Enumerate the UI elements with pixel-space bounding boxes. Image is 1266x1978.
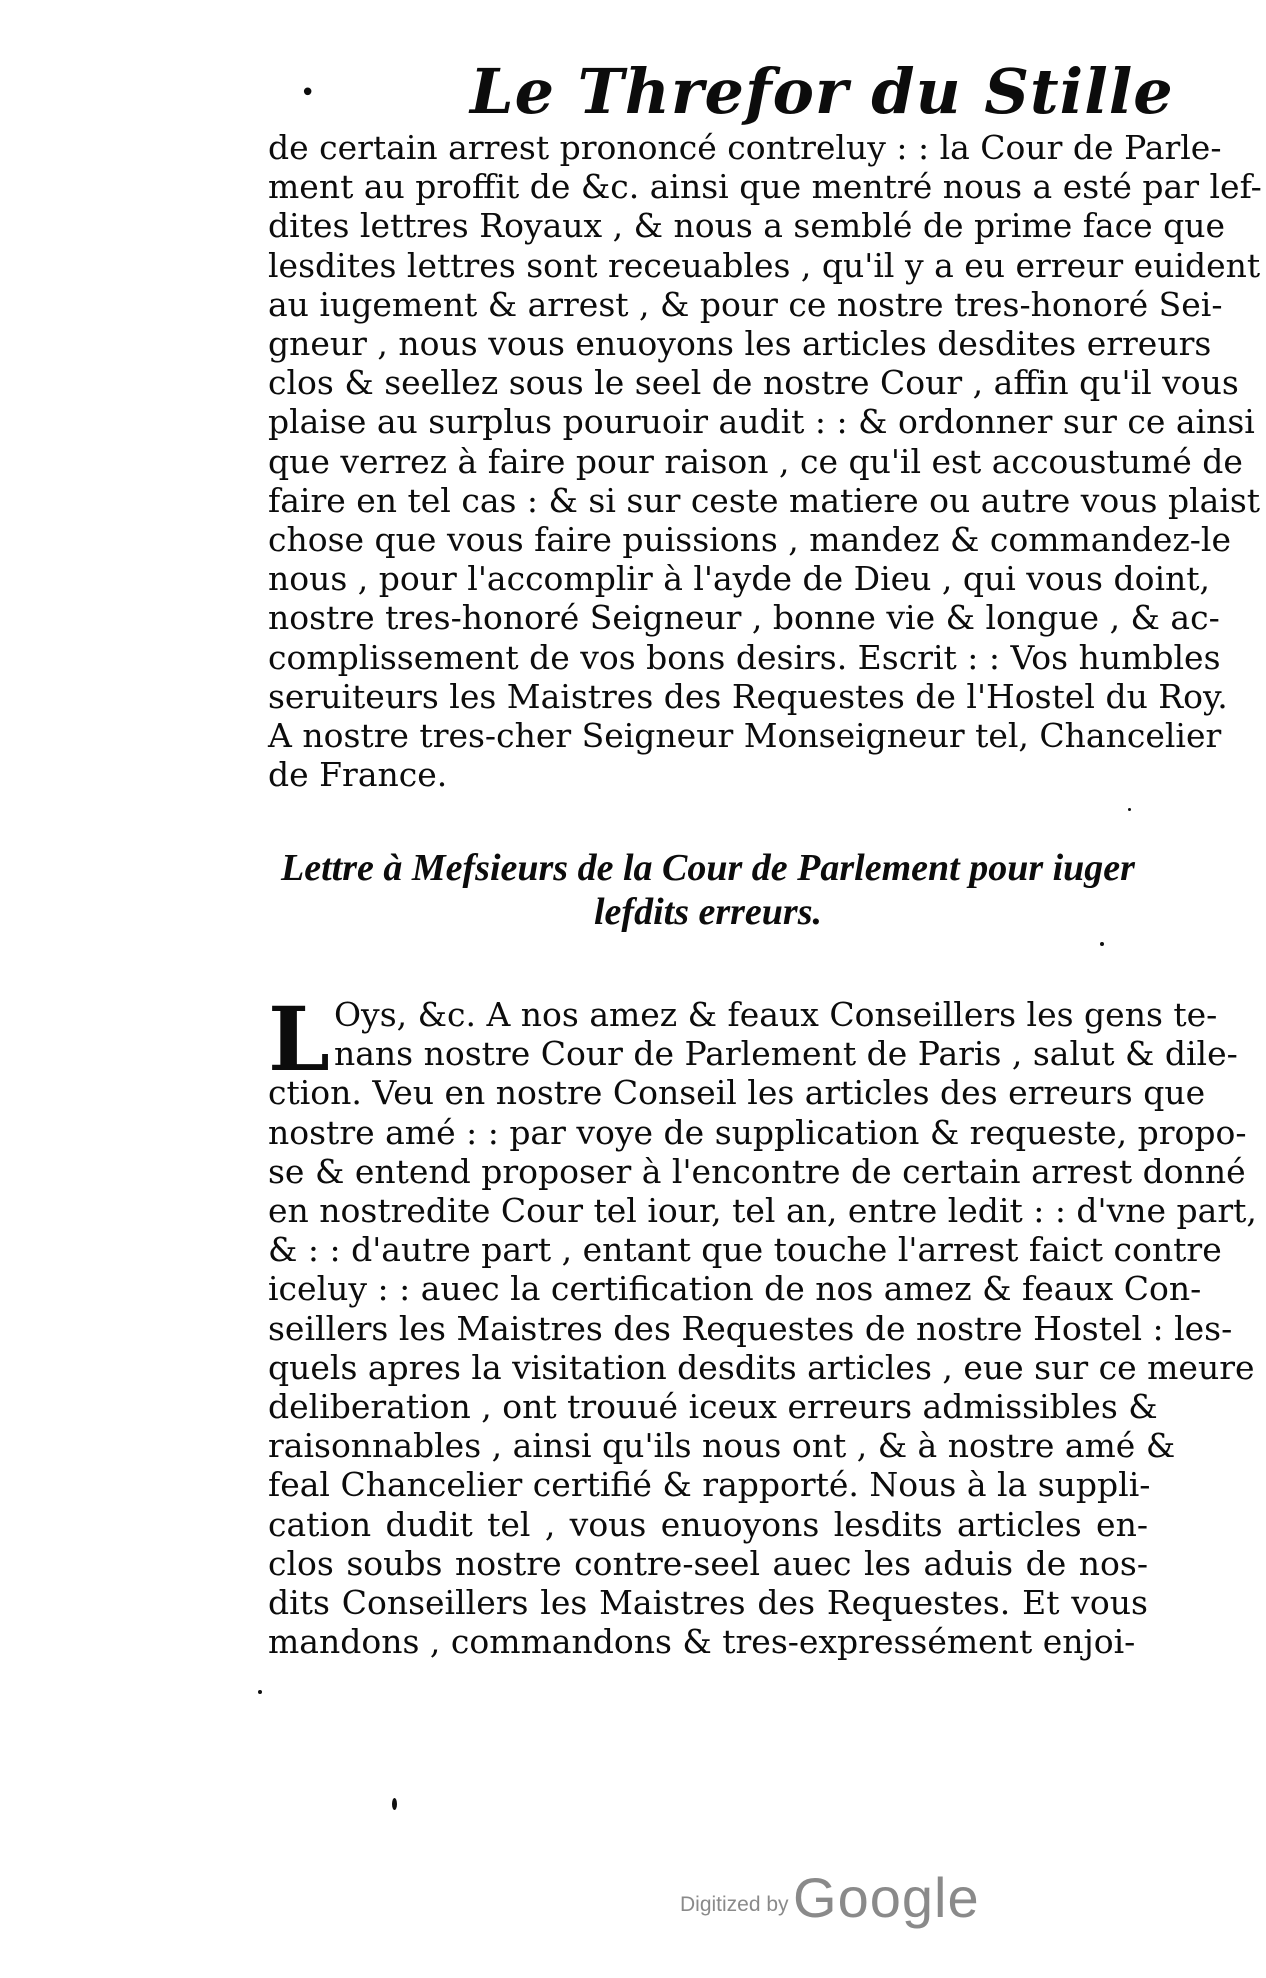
text-line: faire en tel cas : & si sur ceste matiere ou autre vous plaist: [268, 480, 1261, 520]
text-line: deliberation , ont trouué iceux erreurs admissibles &: [268, 1387, 1158, 1427]
drop-cap: L: [268, 987, 330, 1091]
text-line: plaise au surplus pouruoir audit : : & ordonner sur ce ainsi: [268, 402, 1255, 442]
text-line: dits Conseillers les Maistres des Requestes. Et vous: [268, 1583, 1148, 1623]
text-line: de certain arrest prononcé contreluy : : la Cour de Parle-: [268, 128, 1222, 167]
text-line: gneur , nous vous enuoyons les articles desdites erreurs: [268, 324, 1212, 364]
google-logo: Google: [793, 1866, 980, 1929]
text-line: se & entend proposer à l'encontre de certain arrest donné: [268, 1151, 1246, 1191]
text-line: nous , pour l'accomplir à l'ayde de Dieu , qui vous doint,: [268, 559, 1211, 599]
text-line: nostre tres-honoré Seigneur , bonne vie & longue , & ac-: [268, 598, 1220, 638]
text-line: au iugement & arrest , & pour ce nostre tres-honoré Sei-: [268, 284, 1223, 324]
text-line: clos & seellez sous le seel de nostre Cour , affin qu'il vous: [268, 363, 1239, 403]
text-line: nans nostre Cour de Parlement de Paris , salut & dile-: [334, 1034, 1238, 1074]
text-line: lesdites lettres sont receuables , qu'il y a eu erreur euident: [268, 245, 1261, 285]
text-line: raisonnables , ainsi qu'ils nous ont , & à nostre amé &: [268, 1426, 1176, 1466]
text-line: de France.: [268, 755, 448, 795]
section-heading: [268, 846, 1148, 934]
heading-line: lefdits erreurs.: [594, 891, 822, 933]
ink-speck: [1100, 942, 1104, 946]
text-line: quels apres la visitation desdits articles , eue sur ce meure: [268, 1347, 1255, 1387]
text-line: seillers les Maistres des Requestes de nostre Hostel : les-: [268, 1308, 1233, 1348]
text-line: chose que vous faire puissions , mandez & commandez-le: [268, 520, 1232, 560]
text-line: complissement de vos bons desirs. Escrit : : Vos humbles: [268, 637, 1221, 677]
lettre-text: [268, 987, 1257, 1662]
running-head: Le Threfor du Stille: [470, 55, 1174, 128]
text-line: cation dudit tel , vous enuoyons lesdits articles en-: [268, 1504, 1148, 1544]
text-line: en nostredite Cour tel iour, tel an, entre ledit : : d'vne part,: [268, 1191, 1257, 1231]
text-line: dites lettres Royaux , & nous a semblé de prime face que: [268, 206, 1226, 246]
text-line: mandons , commandons & tres-expressément enjoi-: [268, 1622, 1136, 1662]
text-line: Oys, &c. A nos amez & feaux Conseillers les gens te-: [334, 995, 1218, 1034]
ink-speck: [1128, 808, 1131, 811]
text-line: A nostre tres-cher Seigneur Monseigneur tel, Chancelier: [268, 716, 1222, 756]
ink-speck: [392, 1798, 397, 1810]
text-line: feal Chancelier certifié & rapporté. Nous à la suppli-: [268, 1465, 1151, 1505]
heading-line: Lettre à Mefsieurs de la Cour de Parlement pour iuger: [281, 847, 1135, 889]
text-line: ction. Veu en nostre Conseil les articles des erreurs que: [268, 1073, 1206, 1113]
text-line: clos soubs nostre contre-seel auec les aduis de nos-: [268, 1543, 1148, 1583]
letter-end-text: [268, 128, 1262, 795]
text-line: iceluy : : auec la certification de nos amez & feaux Con-: [268, 1269, 1202, 1309]
text-line: & : : d'autre part , entant que touche l'arrest faict contre: [268, 1230, 1222, 1270]
ink-speck: [258, 1690, 262, 1694]
digitized-by-label: Digitized by: [680, 1893, 789, 1916]
page-marker: •: [300, 78, 316, 108]
text-line: nostre amé : : par voye de supplication & requeste, propo-: [268, 1112, 1247, 1152]
text-line: ment au proffit de &c. ainsi que mentré nous a esté par lef-: [268, 167, 1262, 207]
text-line: seruiteurs les Maistres des Requestes de l'Hostel du Roy.: [268, 676, 1228, 716]
text-line: que verrez à faire pour raison , ce qu'il est accoustumé de: [268, 441, 1243, 481]
digitized-by-watermark: [680, 1865, 980, 1930]
